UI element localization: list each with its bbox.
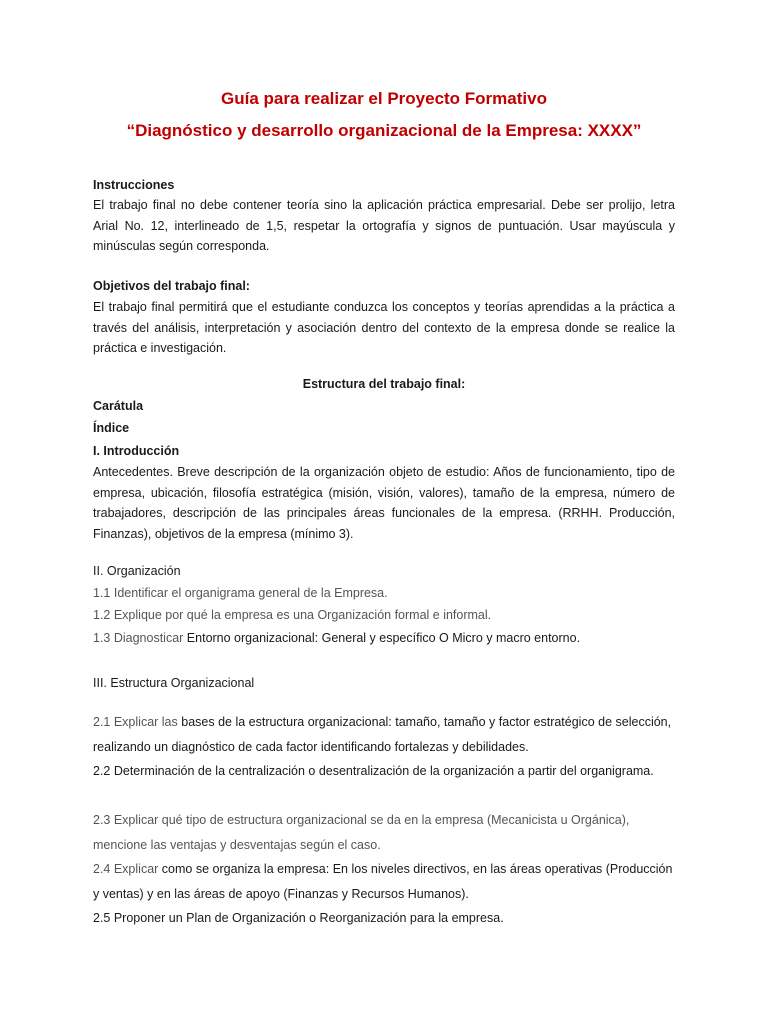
- document-title: Guía para realizar el Proyecto Formativo: [221, 89, 547, 108]
- estructura-heading: Estructura del trabajo final:: [302, 377, 466, 391]
- estructura-item-5: 2.5 Proponer un Plan de Organización o Reorganización para la empresa.: [93, 911, 504, 925]
- estructura-item-4-lead: 2.4 Explicar: [93, 862, 159, 876]
- estructura-organizacional-heading: III. Estructura Organizacional: [93, 676, 255, 690]
- estructura-item-1-lead: 2.1 Explicar las: [93, 715, 178, 729]
- estructura-item-4-rest: como se organiza la empresa: En los niveles directivos, en las áreas operativas (Producción y ventas) y en las áreas de apoyo (Finanzas y Recursos Humanos).: [93, 862, 673, 901]
- estructura-item-3: 2.3 Explicar qué tipo de estructura organizacional se da en la empresa (Mecanicista u Orgánica), mencione las ventajas y desventajas según el caso.: [93, 813, 630, 852]
- organizacion-item-3-rest: Entorno organizacional: General y específico O Micro y macro entorno.: [183, 631, 581, 645]
- objetivos-heading: Objetivos del trabajo final:: [93, 279, 250, 293]
- estructura-item-1-rest: bases de la estructura organizacional: tamaño, tamaño y factor estratégico de selección, realizando un diagnóstico de cada factor identificando fortalezas y debilidades.: [93, 715, 672, 754]
- organizacion-item-1: 1.1 Identificar el organigrama general de la Empresa.: [93, 586, 388, 600]
- caratula-heading: Carátula: [93, 399, 144, 413]
- introduccion-text: Antecedentes. Breve descripción de la organización objeto de estudio: Años de funcionamiento, tipo de empresa, ubicación, filosofía estratégica (misión, visión, valores), tamaño de la empresa, número de trabajadores, descripción de las principales áreas funcionales de la empresa. (RRHH. Producción, Finanzas), objetivos de la empresa (mínimo 3).: [93, 465, 675, 541]
- estructura-item-2: 2.2 Determinación de la centralización o desentralización de la organización a partir del organigrama.: [93, 764, 654, 778]
- organizacion-item-3-lead: 1.3 Diagnosticar: [93, 631, 184, 645]
- indice-heading: Índice: [93, 421, 130, 435]
- introduccion-heading: I. Introducción: [93, 444, 180, 458]
- organizacion-item-3: [93, 628, 675, 649]
- document-subtitle: “Diagnóstico y desarrollo organizacional de la Empresa: XXXX”: [126, 121, 642, 140]
- organizacion-item-2: 1.2 Explique por qué la empresa es una Organización formal e informal.: [93, 608, 492, 622]
- estructura-item-4: [93, 857, 675, 906]
- estructura-item-1: [93, 710, 675, 759]
- instrucciones-text: El trabajo final no debe contener teoría sino la aplicación práctica empresarial. Debe ser prolijo, letra Arial No. 12, interlineado de 1,5, respetar la ortografía y signos de puntuación. Usar mayúscula y minúsculas según corresponda.: [93, 198, 675, 253]
- instrucciones-heading: Instrucciones: [93, 178, 175, 192]
- organizacion-heading: II. Organización: [93, 564, 181, 578]
- objetivos-text: El trabajo final permitirá que el estudiante conduzca los conceptos y teorías aprendidas a la práctica a través del análisis, interpretación y asociación dentro del contexto de la empresa donde se realice la práctica e investigación.: [93, 300, 675, 355]
